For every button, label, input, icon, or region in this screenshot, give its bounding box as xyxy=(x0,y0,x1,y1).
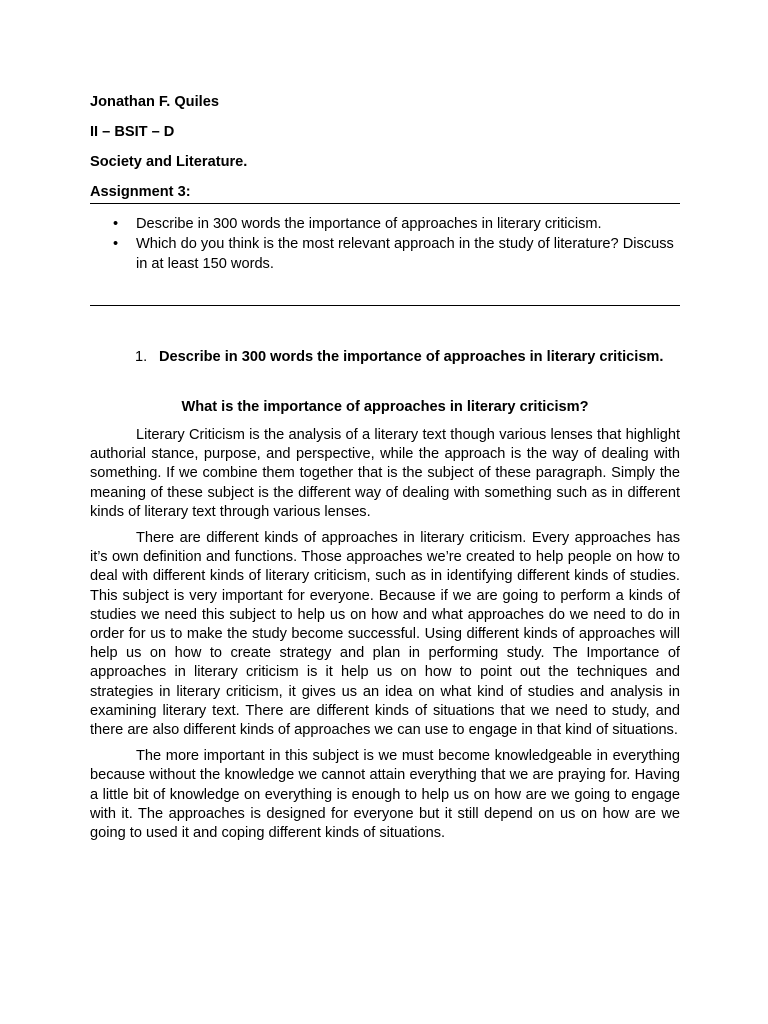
question-number: 1. xyxy=(135,349,148,365)
prompt-item xyxy=(90,234,680,274)
essay-paragraph: The more important in this subject is we must become knowledgeable in everything because without the knowledge we cannot attain everything that we are praying for. Having a little bit of knowledge on everything is enough to help us on how are we going to engage with it. The approaches is designed for everyone but it still depend on us on how are we going to used it and coping different kinds of situations. xyxy=(90,748,680,842)
assignment-title: Assignment 3: xyxy=(90,184,191,200)
author-name: Jonathan F. Quiles xyxy=(90,94,219,110)
section-subheading: What is the importance of approaches in literary criticism? xyxy=(181,399,589,415)
bullet-icon: • xyxy=(113,236,119,252)
prompt-list xyxy=(90,214,680,274)
prompt-text: Describe in 300 words the importance of approaches in literary criticism. xyxy=(136,216,602,232)
essay-paragraph: There are different kinds of approaches in literary criticism. Every approaches has it’s own definition and functions. Those approaches we’re created to help people on how to deal with different kinds of literary criticism, such as in identifying different kinds of studies. This subject is very important for everyone. Because if we are going to perform a kinds of studies we need this subject to help us on how and what approaches do we need to do in order for us to make the study become successful. Using different kinds of approaches will help us on how to create strategy and plan in performing study. The Importance of approaches in literary criticism is it help us on how to point out the techniques and strategies in literary criticism, it gives us an idea on what kind of studies and analysis in examining literary text. There are different kinds of situations that we need to study, and there are also different kinds of approaches we can use to engage in that kind of situations. xyxy=(90,530,680,739)
document-page xyxy=(90,0,680,1024)
essay-paragraph: Literary Criticism is the analysis of a literary text though various lenses that highlight authorial stance, purpose, and perspective, while the approach is the way of dealing with something. If we combine them together that is the subject of these paragraph. Simply the meaning of these subject is the different way of dealing with something such as in different kinds of literary text through various lenses. xyxy=(90,427,680,520)
prompt-item xyxy=(90,214,680,234)
top-divider xyxy=(90,203,680,204)
prompt-text: Which do you think is the most relevant approach in the study of literature? Discuss in at least 150 words. xyxy=(136,236,674,272)
course-title: Society and Literature. xyxy=(90,154,248,170)
essay-body xyxy=(90,426,680,850)
bullet-icon: • xyxy=(113,216,119,232)
question-heading xyxy=(135,348,675,366)
question-text: Describe in 300 words the importance of approaches in literary criticism. xyxy=(159,349,664,365)
class-section: II – BSIT – D xyxy=(90,124,175,140)
bottom-divider xyxy=(90,305,680,306)
